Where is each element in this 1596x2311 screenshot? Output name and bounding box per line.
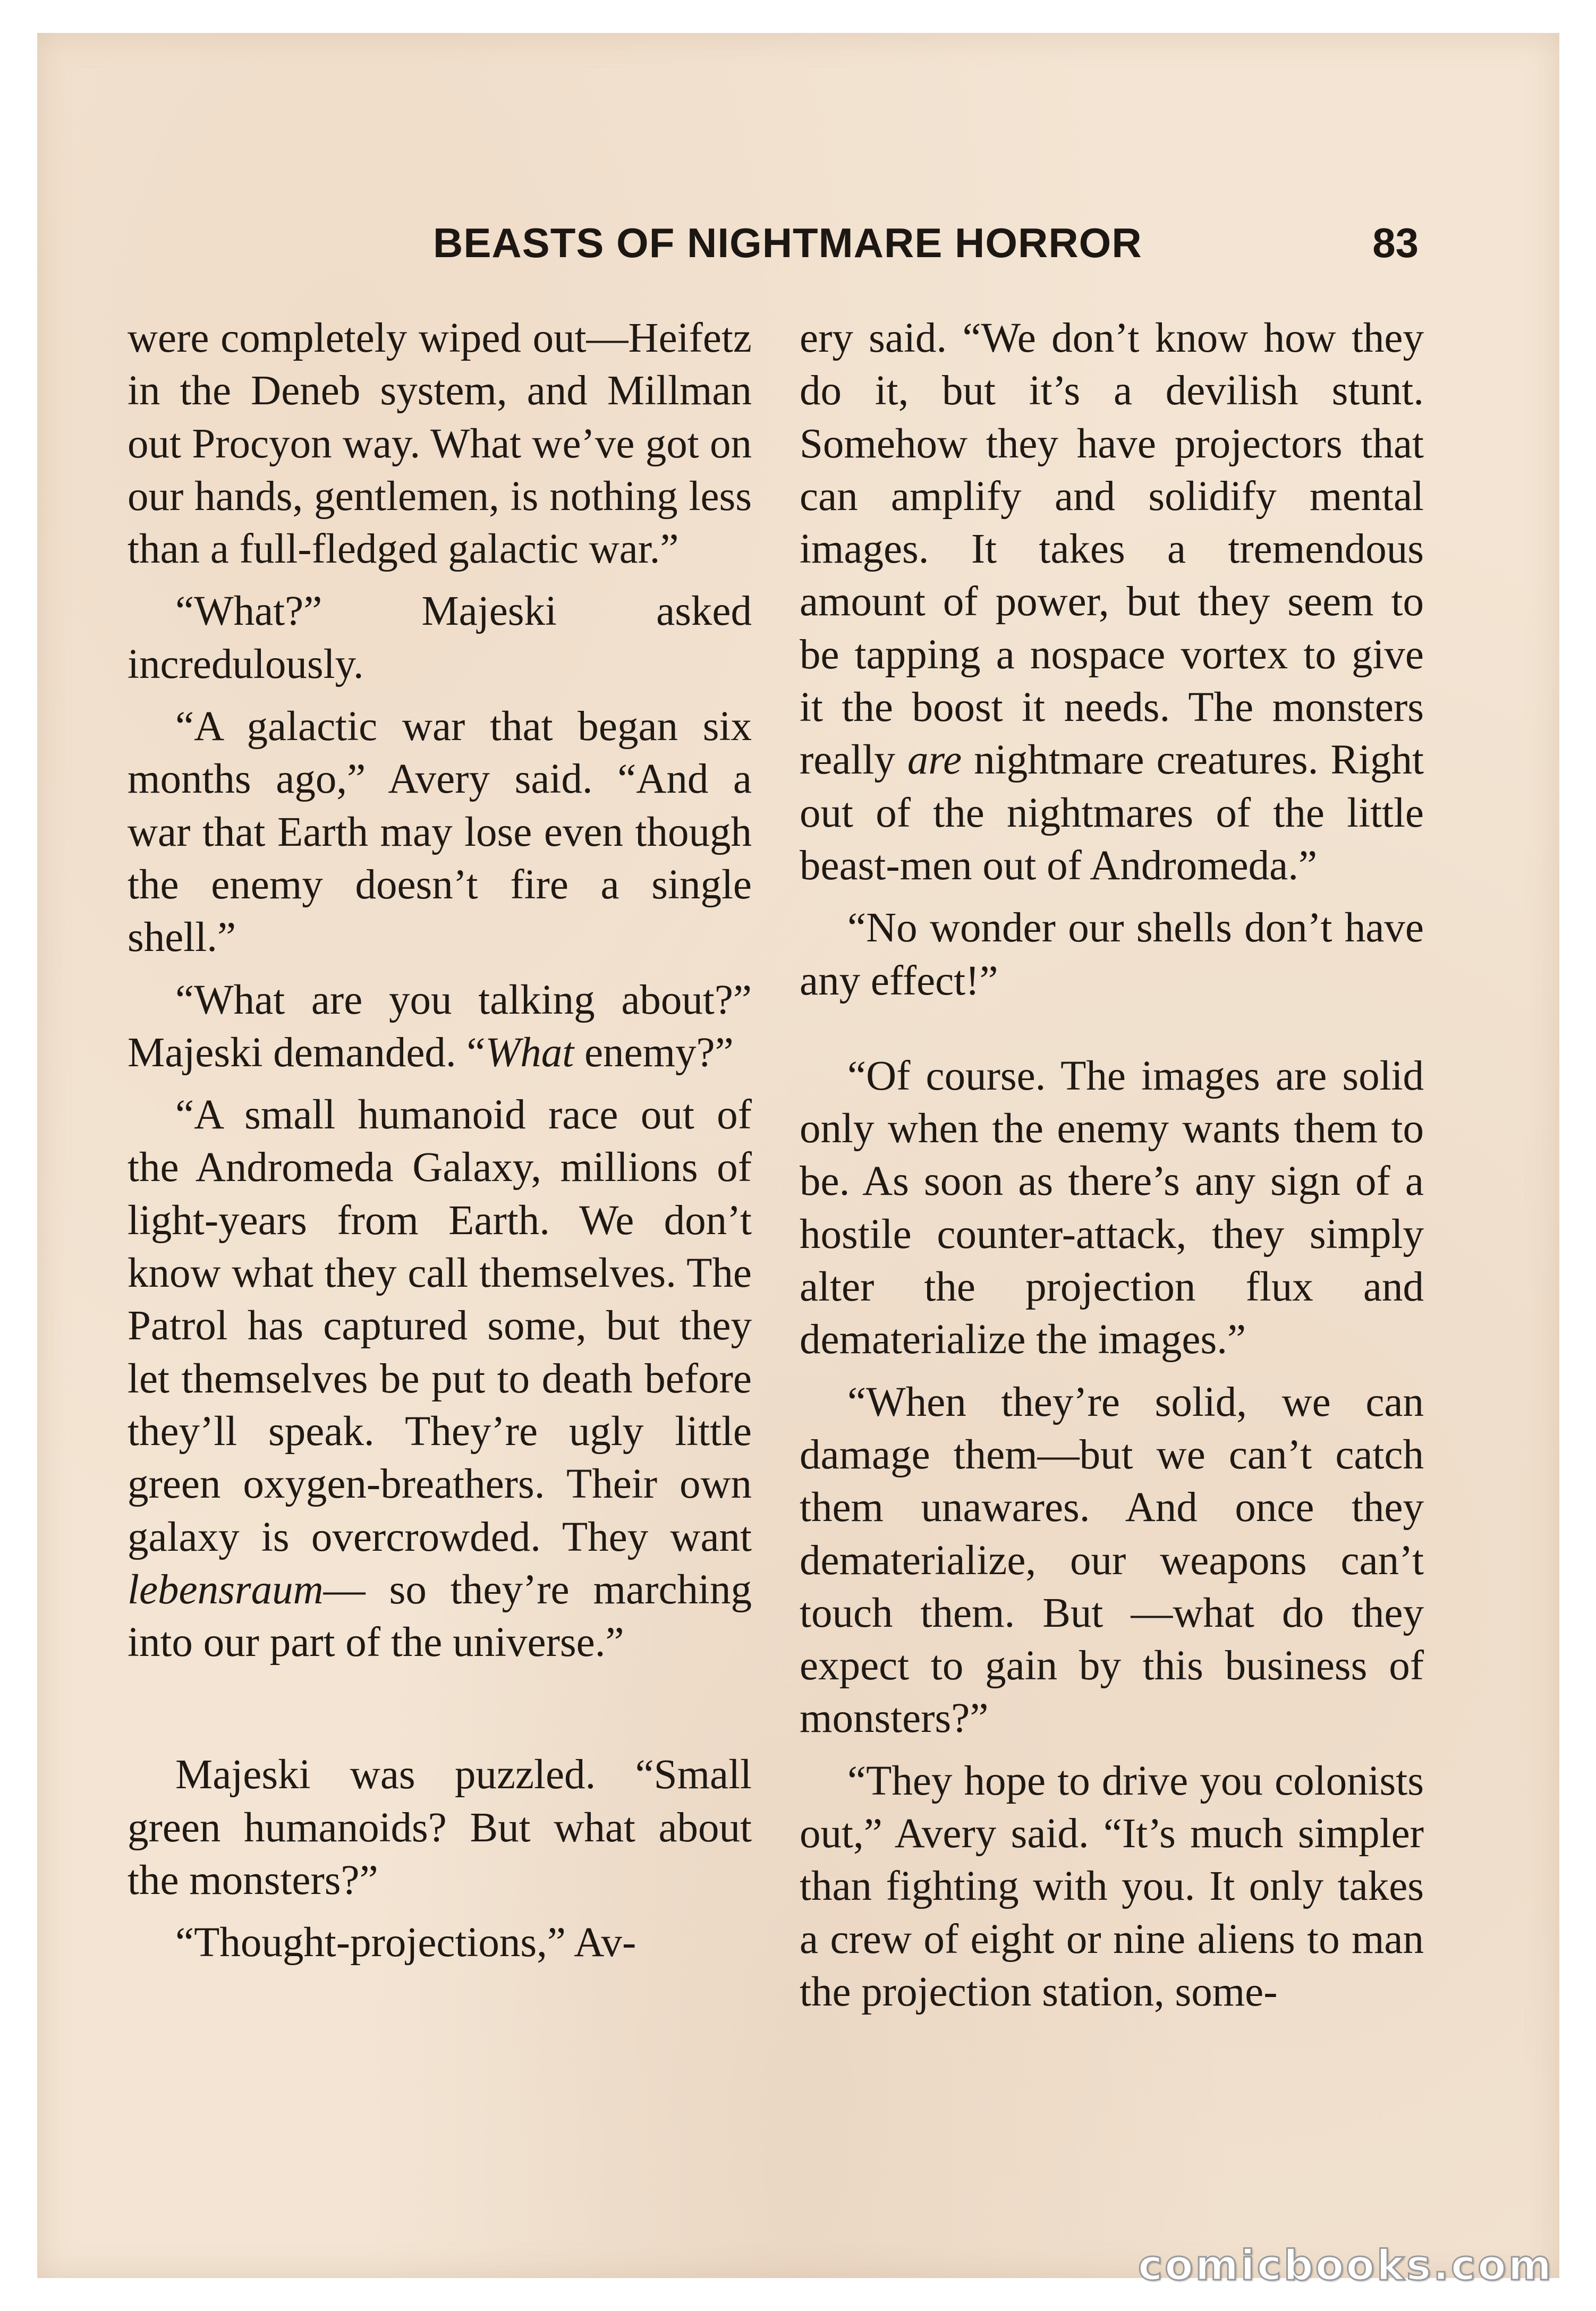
emphasis: lebensraum [128,1566,324,1613]
emphasis: are [907,737,962,784]
paragraph: “When they’re solid, we can damage them—but we can’t catch them unawares. And once they dematerialize, our weapons can’t touch them. But —what do they expect to gain by this business of monsters?” [800,1379,1424,1742]
paragraph: “Of course. The images are solid only when the enemy wants them to be. As soon as there’s any sign of a hostile counter-attack, they simply alter the projection flux and dematerialize the images.” [800,1052,1424,1363]
emphasis: What [485,1029,574,1076]
paragraph [128,1089,752,1669]
paragraph-text: “What are you talking about?” Majeski demanded. “ [128,976,752,1076]
paragraph-text: enemy?” [574,1029,734,1076]
right-column [800,312,1424,2028]
site-watermark: comicbooks.com [1137,2242,1553,2290]
running-header [37,219,1559,283]
paragraph: “They hope to drive you colonists out,” Avery said. “It’s much simpler than fighting with you. It only takes a crew of eight or nine aliens to man the projection station, some- [800,1757,1424,2015]
paragraph: Majeski was puzzled. “Small green humanoids? But what about the monsters?” [128,1752,752,1904]
book-page [37,33,1559,2278]
paragraph: “What?” Majeski asked incredulously. [128,588,752,687]
paragraph-text: — so they’re marching into our part of the universe.” [128,1566,752,1666]
running-title: BEASTS OF NIGHTMARE HORROR [433,219,1142,266]
paragraph: “A galactic war that began six months ago,” Avery said. “And a war that Earth may lose even though the enemy doesn’t fire a single shell.” [128,703,752,961]
paragraph: were completely wiped out—Heifetz in the Deneb system, and Millman out Procyon way. What we’ve got on our hands, gentlemen, is nothing less than a full-fledged galactic war.” [128,315,752,573]
paragraph-text: ery said. “We don’t know how they do it, but it’s a devilish stunt. Somehow they have projectors that can amplify and solidify mental images. It takes a tremendous amount of power, but they seem to be tapping a nospace vortex to give it the boost it needs. The monsters really [800,315,1424,784]
paragraph: “Thought-projections,” Av- [175,1919,636,1966]
paragraph [128,974,752,1080]
paragraph: “No wonder our shells don’t have any effect!” [800,905,1424,1004]
paragraph-text: “A small humanoid race out of the Andromeda Galaxy, millions of light-years from Earth. We don’t know what they call themselves. The Patrol has captured some, but they let themselves be put to death before they’ll speak. They’re ugly little green oxygen-breathers. Their own galaxy is overcrowded. They want [128,1092,752,1560]
left-column [128,312,752,1979]
paragraph [800,312,1424,892]
page-number: 83 [1372,219,1419,266]
paragraph-text: nightmare creatures. Right out of the nightmares of the little beast-men out of Andromeda.” [800,737,1424,889]
